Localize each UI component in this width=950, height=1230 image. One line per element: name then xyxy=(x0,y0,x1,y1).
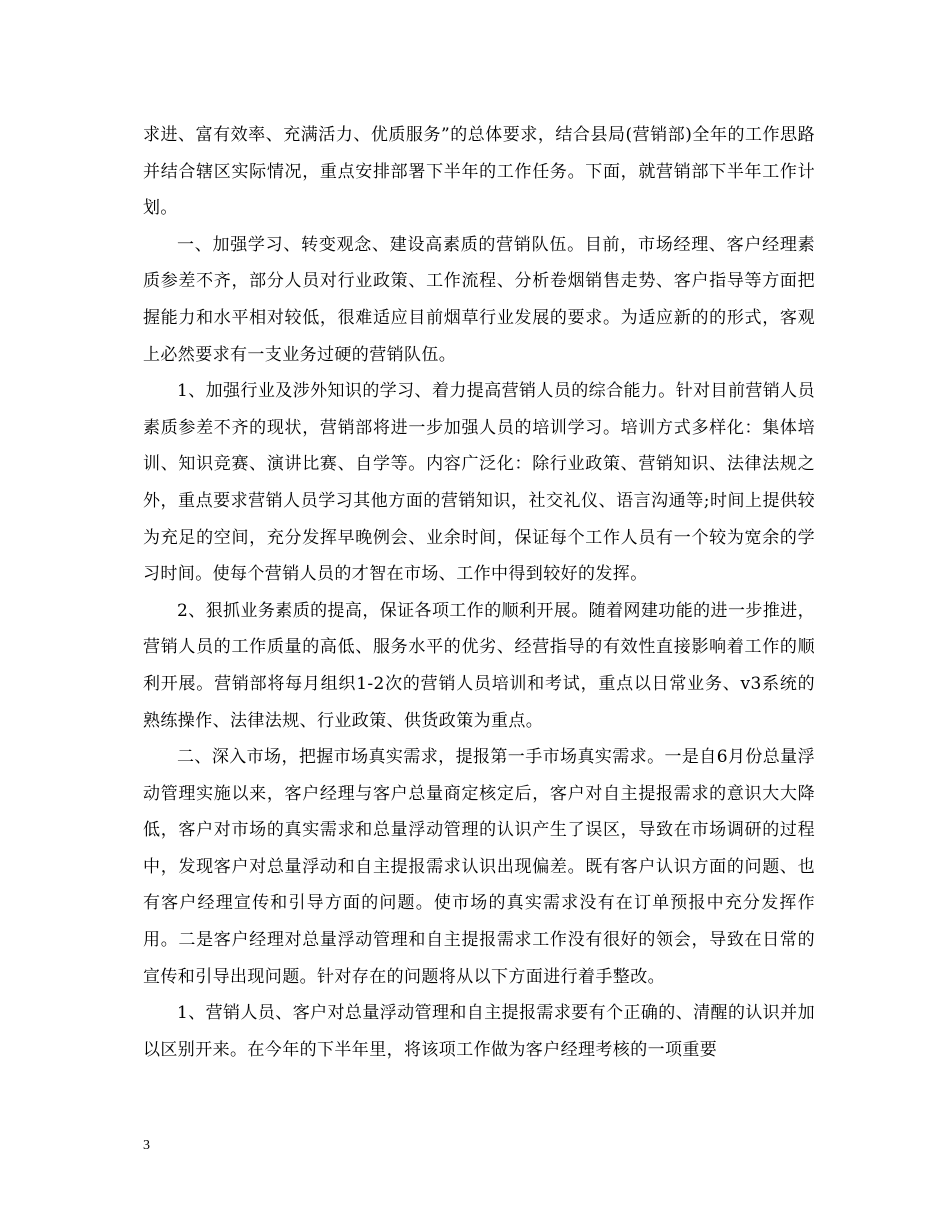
body-text xyxy=(143,117,815,1068)
paragraph-continuation: 求进、富有效率、充满活力、优质服务”的总体要求，结合县局(营销部)全年的工作思路并结合辖区实际情况，重点安排部署下半年的工作任务。下面，就营销部下半年工作计划。 xyxy=(143,125,815,219)
paragraph-section-two: 二、深入市场，把握市场真实需求，提报第一手市场真实需求。一是自6月份总量浮动管理实施以来，客户经理与客户总量商定核定后，客户对自主提报需求的意识大大降低，客户对市场的真实需求和总量浮动管理的认识产生了误区，导致在市场调研的过程中，发现客户对总量浮动和自主提报需求认识出现偏差。既有客户认识方面的问题、也有客户经理宣传和引导方面的问题。使市场的真实需求没有在订单预报中充分发挥作用。二是客户经理对总量浮动管理和自主提报需求工作没有很好的领会，导致在日常的宣传和引导出现问题。针对存在的问题将从以下方面进行着手整改。 xyxy=(143,747,815,987)
paragraph-item-1-2: 2、狠抓业务素质的提高，保证各项工作的顺利开展。随着网建功能的进一步推进，营销人员的工作质量的高低、服务水平的优劣、经营指导的有效性直接影响着工作的顺利开展。营销部将每月组织1-2次的营销人员培训和考试，重点以日常业务、v3系统的熟练操作、法律法规、行业政策、供货政策为重点。 xyxy=(143,600,815,731)
page-number: 3 xyxy=(143,1138,150,1153)
paragraph-item-2-1: 1、营销人员、客户对总量浮动管理和自主提报需求要有个正确的、清醒的认识并加以区别开来。在今年的下半年里，将该项工作做为客户经理考核的一项重要 xyxy=(143,1003,815,1060)
paragraph-item-1-1: 1、加强行业及涉外知识的学习、着力提高营销人员的综合能力。针对目前营销人员素质参差不齐的现状，营销部将进一步加强人员的培训学习。培训方式多样化：集体培训、知识竞赛、演讲比赛、自学等。内容广泛化：除行业政策、营销知识、法律法规之外，重点要求营销人员学习其他方面的营销知识，社交礼仪、语言沟通等;时间上提供较为充足的空间，充分发挥早晚例会、业余时间，保证每个工作人员有一个较为宽余的学习时间。使每个营销人员的才智在市场、工作中得到较好的发挥。 xyxy=(143,381,815,585)
paragraph-section-one: 一、加强学习、转变观念、建设高素质的营销队伍。目前，市场经理、客户经理素质参差不齐，部分人员对行业政策、工作流程、分析卷烟销售走势、客户指导等方面把握能力和水平相对较低，很难适应目前烟草行业发展的要求。为适应新的的形式，客观上必然要求有一支业务过硬的营销队伍。 xyxy=(143,234,815,365)
